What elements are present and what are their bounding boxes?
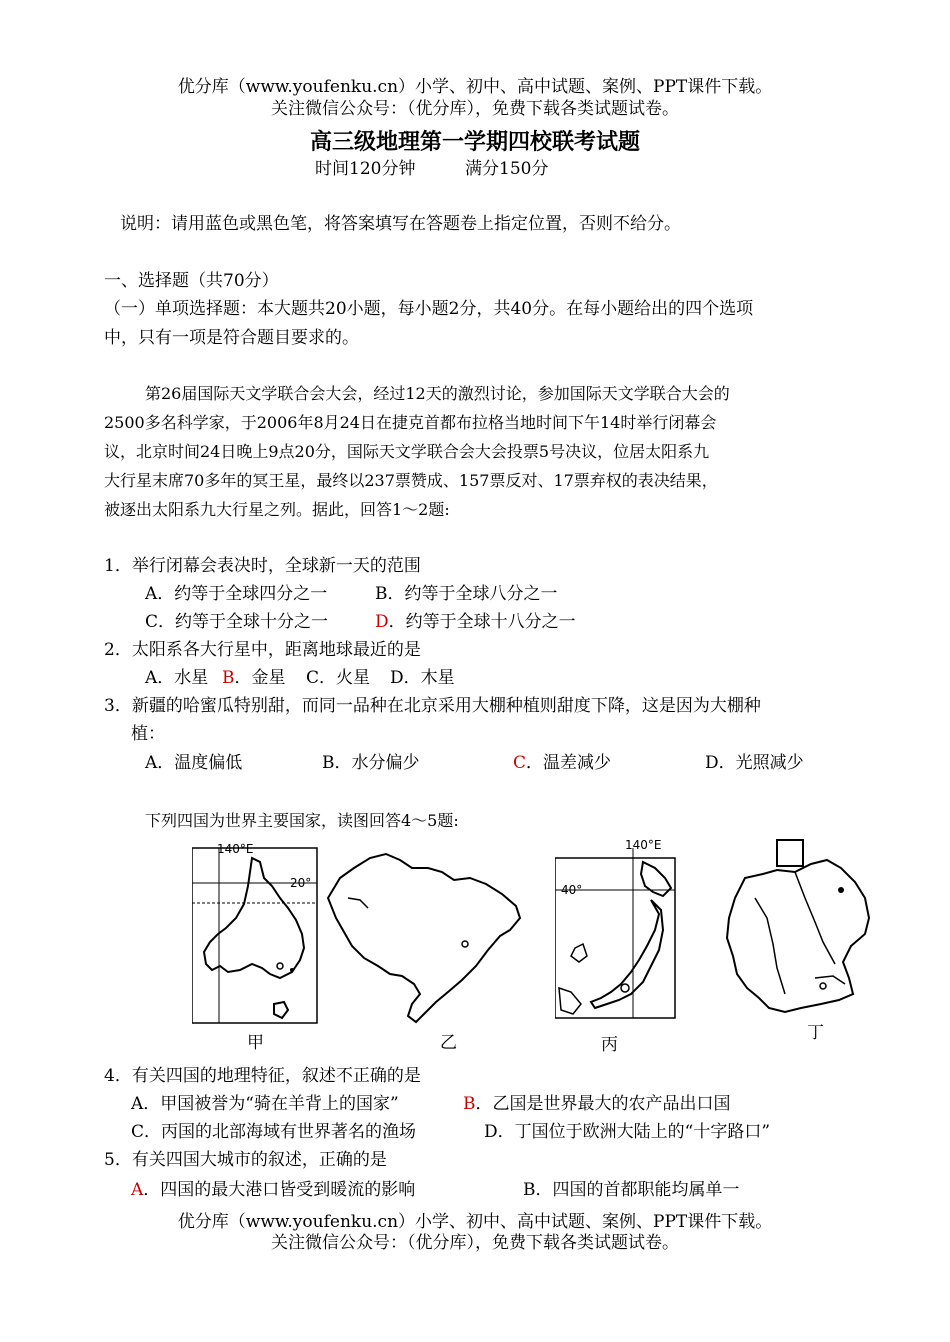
passage-line-5: 被逐出太阳系九大行星之列。据此，回答1～2题: <box>104 500 450 519</box>
map-ding-outline <box>715 838 880 1028</box>
q3-option-b: B．水分偏少 <box>322 753 420 773</box>
q2-option-a: A．水星 <box>145 668 209 688</box>
map-ding <box>715 838 880 1043</box>
q5-option-b: B．四国的首都职能均属单一 <box>523 1180 740 1200</box>
q5-answer-letter: A <box>131 1180 144 1200</box>
q1-option-b: B．约等于全球八分之一 <box>375 584 558 604</box>
map-yi <box>320 838 525 1053</box>
map-jia <box>192 838 322 1053</box>
q5-stem: 5．有关四国大城市的叙述，正确的是 <box>104 1150 387 1170</box>
map-yi-label: 乙 <box>440 1033 457 1053</box>
passage-line-4: 大行星末席70多年的冥王星，最终以237票赞成、157票反对、17票弃权的表决结果， <box>104 471 718 490</box>
map-yi-outline <box>320 838 525 1028</box>
maps-intro: 下列四国为世界主要国家，读图回答4～5题: <box>145 811 459 830</box>
sub-heading-line-1: （一）单项选择题：本大题共20小题，每小题2分，共40分。在每小题给出的四个选项 <box>104 299 754 319</box>
q2-answer-letter: B <box>222 668 235 688</box>
q4-option-b-text: ．乙国是世界最大的农产品出口国 <box>475 1094 731 1114</box>
q3-answer-letter: C <box>513 753 527 773</box>
map-bing-lon: 140°E <box>625 838 662 852</box>
passage-line-1: 第26届国际天文学联合会大会，经过12天的激烈讨论，参加国际天文学联合大会的 <box>145 384 730 403</box>
footer-line-2: 关注微信公众号：（优分库），免费下载各类试题试卷。 <box>271 1233 679 1253</box>
q2-option-d: D．木星 <box>390 668 455 688</box>
q4-option-c: C．丙国的北部海域有世界著名的渔场 <box>131 1122 417 1142</box>
map-jia-lat: 20° <box>290 876 312 890</box>
passage-line-3: 议，北京时间24日晚上9点20分，国际天文学联合会大会投票5号决议，位居太阳系九 <box>104 442 710 461</box>
q4-option-a: A．甲国被誉为“骑在羊背上的国家” <box>131 1094 399 1114</box>
q3-option-c <box>513 752 611 774</box>
q1-option-a: A．约等于全球四分之一 <box>145 584 328 604</box>
q4-option-b <box>463 1093 731 1115</box>
exam-title: 高三级地理第一学期四校联考试题 <box>309 129 640 155</box>
q2-option-b-text: ．金星 <box>234 668 286 688</box>
exam-score: 满分150分 <box>465 159 549 179</box>
map-jia-outline <box>192 838 322 1028</box>
map-jia-label: 甲 <box>247 1033 264 1053</box>
map-bing-lat: 40° <box>561 883 583 897</box>
q2-option-b <box>222 667 286 689</box>
q1-stem: 1．举行闭幕会表决时，全球新一天的范围 <box>104 556 421 576</box>
map-jia-lon: 140°E <box>217 842 254 856</box>
q1-option-c: C．约等于全球十分之一 <box>145 612 329 632</box>
map-bing-outline <box>555 838 685 1028</box>
q3-stem-line-1: 3．新疆的哈蜜瓜特别甜，而同一品种在北京采用大棚种植则甜度下降，这是因为大棚种 <box>104 696 761 716</box>
q3-option-d: D．光照减少 <box>705 753 804 773</box>
map-bing-label: 丙 <box>601 1035 618 1055</box>
passage-line-2: 2500多名科学家，于2006年8月24日在捷克首都布拉格当地时间下午14时举行闭幕会 <box>104 413 717 432</box>
q1-option-d-text: ．约等于全球十八分之一 <box>388 612 576 632</box>
q2-option-c: C．火星 <box>306 668 371 688</box>
q3-option-c-text: ．温差减少 <box>526 753 612 773</box>
map-bing <box>555 838 685 1055</box>
section-heading: 一、选择题（共70分） <box>104 271 279 291</box>
exam-time: 时间120分钟 <box>315 159 416 179</box>
q4-stem: 4．有关四国的地理特征，叙述不正确的是 <box>104 1066 421 1086</box>
q2-stem: 2．太阳系各大行星中，距离地球最近的是 <box>104 640 421 660</box>
map-ding-label: 丁 <box>807 1023 824 1043</box>
q3-option-a: A．温度偏低 <box>145 753 243 773</box>
sub-heading-line-2: 中，只有一项是符合题目要求的。 <box>104 328 359 348</box>
q3-stem-line-2: 植： <box>131 724 165 744</box>
header-line-1: 优分库（www.youfenku.cn）小学、初中、高中试题、案例、PPT课件下载。 <box>177 77 773 97</box>
q1-option-d <box>375 611 576 633</box>
q4-option-d: D．丁国位于欧洲大陆上的“十字路口” <box>484 1122 771 1142</box>
footer-line-1: 优分库（www.youfenku.cn）小学、初中、高中试题、案例、PPT课件下载。 <box>177 1212 773 1232</box>
q5-option-a-text: ．四国的最大港口皆受到暖流的影响 <box>143 1180 416 1200</box>
q5-option-a <box>131 1179 415 1201</box>
instructions: 说明：请用蓝色或黑色笔，将答案填写在答题卷上指定位置，否则不给分。 <box>120 214 681 234</box>
q4-answer-letter: B <box>463 1094 476 1114</box>
header-line-2: 关注微信公众号：（优分库），免费下载各类试题试卷。 <box>271 99 679 119</box>
q1-answer-letter: D <box>375 612 389 632</box>
